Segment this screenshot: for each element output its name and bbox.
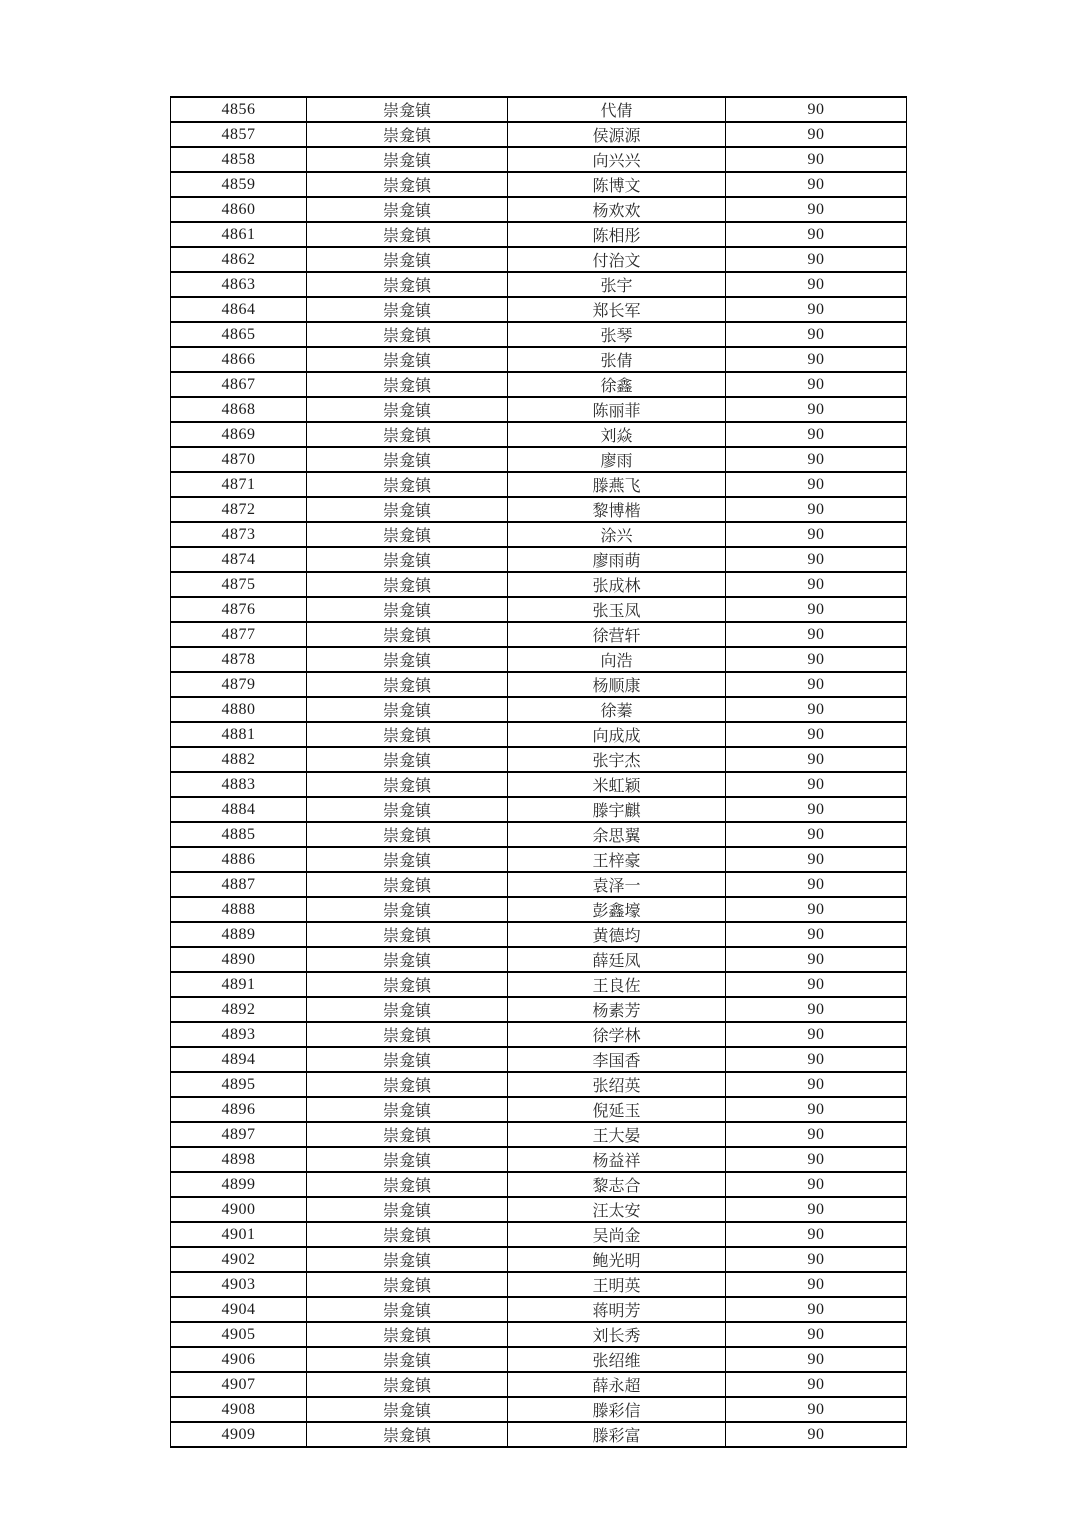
cell-serial-number: 4859: [171, 172, 307, 197]
table-row: [171, 247, 907, 272]
data-table: [170, 96, 907, 1448]
cell-person-name: 余思翼: [508, 822, 726, 847]
table-row: [171, 1247, 907, 1272]
cell-person-name: 黎博楷: [508, 497, 726, 522]
cell-score: 90: [726, 1172, 907, 1197]
table-row: [171, 397, 907, 422]
cell-town-name: 崇龛镇: [307, 1022, 508, 1047]
table-row: [171, 897, 907, 922]
cell-serial-number: 4885: [171, 822, 307, 847]
cell-serial-number: 4909: [171, 1422, 307, 1447]
cell-person-name: 代倩: [508, 97, 726, 122]
cell-serial-number: 4883: [171, 772, 307, 797]
cell-person-name: 陈相彤: [508, 222, 726, 247]
cell-serial-number: 4862: [171, 247, 307, 272]
cell-person-name: 廖雨萌: [508, 547, 726, 572]
cell-score: 90: [726, 1022, 907, 1047]
table-row: [171, 972, 907, 997]
cell-town-name: 崇龛镇: [307, 522, 508, 547]
cell-score: 90: [726, 297, 907, 322]
table-row: [171, 1172, 907, 1197]
cell-score: 90: [726, 322, 907, 347]
cell-serial-number: 4907: [171, 1372, 307, 1397]
cell-serial-number: 4869: [171, 422, 307, 447]
cell-town-name: 崇龛镇: [307, 447, 508, 472]
cell-serial-number: 4899: [171, 1172, 307, 1197]
cell-score: 90: [726, 772, 907, 797]
cell-serial-number: 4877: [171, 622, 307, 647]
cell-person-name: 米虹颖: [508, 772, 726, 797]
cell-score: 90: [726, 1147, 907, 1172]
cell-serial-number: 4888: [171, 897, 307, 922]
cell-score: 90: [726, 272, 907, 297]
table-row: [171, 1422, 907, 1447]
cell-person-name: 向成成: [508, 722, 726, 747]
table-row: [171, 497, 907, 522]
cell-town-name: 崇龛镇: [307, 647, 508, 672]
cell-serial-number: 4860: [171, 197, 307, 222]
cell-score: 90: [726, 597, 907, 622]
cell-serial-number: 4879: [171, 672, 307, 697]
cell-score: 90: [726, 247, 907, 272]
cell-score: 90: [726, 1197, 907, 1222]
table-row: [171, 122, 907, 147]
cell-serial-number: 4878: [171, 647, 307, 672]
table-row: [171, 1072, 907, 1097]
cell-town-name: 崇龛镇: [307, 1047, 508, 1072]
table-row: [171, 822, 907, 847]
cell-person-name: 黄德均: [508, 922, 726, 947]
cell-score: 90: [726, 397, 907, 422]
cell-person-name: 薛廷凤: [508, 947, 726, 972]
cell-town-name: 崇龛镇: [307, 872, 508, 897]
table-row: [171, 872, 907, 897]
cell-person-name: 滕燕飞: [508, 472, 726, 497]
table-row: [171, 797, 907, 822]
cell-person-name: 付治文: [508, 247, 726, 272]
cell-serial-number: 4871: [171, 472, 307, 497]
cell-town-name: 崇龛镇: [307, 1122, 508, 1147]
cell-serial-number: 4901: [171, 1222, 307, 1247]
table-row: [171, 1272, 907, 1297]
cell-serial-number: 4874: [171, 547, 307, 572]
cell-town-name: 崇龛镇: [307, 172, 508, 197]
table-row: [171, 747, 907, 772]
cell-town-name: 崇龛镇: [307, 697, 508, 722]
cell-serial-number: 4896: [171, 1097, 307, 1122]
table-row: [171, 997, 907, 1022]
cell-person-name: 杨顺康: [508, 672, 726, 697]
cell-score: 90: [726, 1222, 907, 1247]
cell-serial-number: 4900: [171, 1197, 307, 1222]
cell-person-name: 刘长秀: [508, 1322, 726, 1347]
cell-town-name: 崇龛镇: [307, 972, 508, 997]
cell-score: 90: [726, 1322, 907, 1347]
cell-serial-number: 4892: [171, 997, 307, 1022]
table-row: [171, 1397, 907, 1422]
cell-serial-number: 4870: [171, 447, 307, 472]
table-row: [171, 97, 907, 122]
table-row: [171, 947, 907, 972]
cell-person-name: 倪延玉: [508, 1097, 726, 1122]
cell-serial-number: 4897: [171, 1122, 307, 1147]
table-row: [171, 847, 907, 872]
cell-score: 90: [726, 422, 907, 447]
table-row: [171, 272, 907, 297]
cell-score: 90: [726, 897, 907, 922]
cell-serial-number: 4882: [171, 747, 307, 772]
cell-serial-number: 4866: [171, 347, 307, 372]
cell-score: 90: [726, 522, 907, 547]
cell-serial-number: 4868: [171, 397, 307, 422]
table-row: [171, 772, 907, 797]
cell-score: 90: [726, 197, 907, 222]
cell-town-name: 崇龛镇: [307, 1147, 508, 1172]
table-row: [171, 172, 907, 197]
cell-person-name: 蒋明芳: [508, 1297, 726, 1322]
cell-town-name: 崇龛镇: [307, 797, 508, 822]
cell-town-name: 崇龛镇: [307, 1297, 508, 1322]
table-row: [171, 522, 907, 547]
table-row: [171, 447, 907, 472]
cell-serial-number: 4856: [171, 97, 307, 122]
cell-serial-number: 4880: [171, 697, 307, 722]
cell-town-name: 崇龛镇: [307, 822, 508, 847]
cell-score: 90: [726, 1347, 907, 1372]
table-row: [171, 322, 907, 347]
table-row: [171, 347, 907, 372]
cell-person-name: 李国香: [508, 1047, 726, 1072]
cell-score: 90: [726, 922, 907, 947]
cell-town-name: 崇龛镇: [307, 497, 508, 522]
cell-score: 90: [726, 172, 907, 197]
cell-town-name: 崇龛镇: [307, 147, 508, 172]
cell-serial-number: 4867: [171, 372, 307, 397]
cell-score: 90: [726, 347, 907, 372]
cell-town-name: 崇龛镇: [307, 197, 508, 222]
cell-serial-number: 4906: [171, 1347, 307, 1372]
cell-town-name: 崇龛镇: [307, 1222, 508, 1247]
cell-town-name: 崇龛镇: [307, 322, 508, 347]
table-row: [171, 1097, 907, 1122]
cell-town-name: 崇龛镇: [307, 472, 508, 497]
cell-town-name: 崇龛镇: [307, 772, 508, 797]
cell-score: 90: [726, 147, 907, 172]
table-row: [171, 672, 907, 697]
cell-person-name: 杨欢欢: [508, 197, 726, 222]
cell-person-name: 王梓豪: [508, 847, 726, 872]
cell-score: 90: [726, 547, 907, 572]
cell-town-name: 崇龛镇: [307, 997, 508, 1022]
table-row: [171, 472, 907, 497]
cell-person-name: 张宇: [508, 272, 726, 297]
cell-town-name: 崇龛镇: [307, 947, 508, 972]
cell-town-name: 崇龛镇: [307, 747, 508, 772]
cell-town-name: 崇龛镇: [307, 1072, 508, 1097]
cell-town-name: 崇龛镇: [307, 1347, 508, 1372]
cell-score: 90: [726, 947, 907, 972]
cell-serial-number: 4890: [171, 947, 307, 972]
table-row: [171, 622, 907, 647]
cell-town-name: 崇龛镇: [307, 922, 508, 947]
table-row: [171, 1122, 907, 1147]
cell-person-name: 张绍英: [508, 1072, 726, 1097]
cell-serial-number: 4857: [171, 122, 307, 147]
table-row: [171, 1372, 907, 1397]
cell-person-name: 滕宇麒: [508, 797, 726, 822]
cell-town-name: 崇龛镇: [307, 222, 508, 247]
cell-score: 90: [726, 622, 907, 647]
cell-town-name: 崇龛镇: [307, 1197, 508, 1222]
cell-town-name: 崇龛镇: [307, 1397, 508, 1422]
cell-score: 90: [726, 122, 907, 147]
table-row: [171, 697, 907, 722]
cell-person-name: 涂兴: [508, 522, 726, 547]
cell-person-name: 侯源源: [508, 122, 726, 147]
cell-town-name: 崇龛镇: [307, 572, 508, 597]
cell-serial-number: 4884: [171, 797, 307, 822]
table-row: [171, 222, 907, 247]
table-row: [171, 597, 907, 622]
table-body: [171, 97, 907, 1447]
cell-town-name: 崇龛镇: [307, 1247, 508, 1272]
cell-serial-number: 4876: [171, 597, 307, 622]
cell-serial-number: 4908: [171, 1397, 307, 1422]
cell-person-name: 张绍维: [508, 1347, 726, 1372]
cell-serial-number: 4898: [171, 1147, 307, 1172]
cell-town-name: 崇龛镇: [307, 847, 508, 872]
cell-town-name: 崇龛镇: [307, 1422, 508, 1447]
cell-town-name: 崇龛镇: [307, 422, 508, 447]
cell-person-name: 张玉凤: [508, 597, 726, 622]
cell-score: 90: [726, 472, 907, 497]
cell-person-name: 杨益祥: [508, 1147, 726, 1172]
cell-person-name: 张倩: [508, 347, 726, 372]
table-row: [171, 647, 907, 672]
cell-town-name: 崇龛镇: [307, 1322, 508, 1347]
cell-score: 90: [726, 1247, 907, 1272]
table-row: [171, 1222, 907, 1247]
table-row: [171, 1047, 907, 1072]
cell-town-name: 崇龛镇: [307, 1172, 508, 1197]
cell-serial-number: 4905: [171, 1322, 307, 1347]
cell-town-name: 崇龛镇: [307, 372, 508, 397]
cell-person-name: 王良佐: [508, 972, 726, 997]
cell-score: 90: [726, 672, 907, 697]
cell-person-name: 徐蓁: [508, 697, 726, 722]
cell-score: 90: [726, 372, 907, 397]
table-row: [171, 1197, 907, 1222]
cell-serial-number: 4887: [171, 872, 307, 897]
cell-serial-number: 4902: [171, 1247, 307, 1272]
cell-town-name: 崇龛镇: [307, 1097, 508, 1122]
cell-score: 90: [726, 647, 907, 672]
cell-person-name: 陈博文: [508, 172, 726, 197]
cell-town-name: 崇龛镇: [307, 122, 508, 147]
table-row: [171, 297, 907, 322]
cell-town-name: 崇龛镇: [307, 397, 508, 422]
table-row: [171, 1297, 907, 1322]
cell-person-name: 张琴: [508, 322, 726, 347]
cell-town-name: 崇龛镇: [307, 272, 508, 297]
cell-person-name: 张成林: [508, 572, 726, 597]
cell-serial-number: 4875: [171, 572, 307, 597]
cell-person-name: 徐营轩: [508, 622, 726, 647]
cell-serial-number: 4894: [171, 1047, 307, 1072]
table-row: [171, 422, 907, 447]
cell-person-name: 陈丽菲: [508, 397, 726, 422]
cell-person-name: 彭鑫壕: [508, 897, 726, 922]
cell-serial-number: 4873: [171, 522, 307, 547]
cell-town-name: 崇龛镇: [307, 1272, 508, 1297]
table-row: [171, 1022, 907, 1047]
cell-person-name: 滕彩富: [508, 1422, 726, 1447]
cell-town-name: 崇龛镇: [307, 1372, 508, 1397]
cell-serial-number: 4893: [171, 1022, 307, 1047]
cell-score: 90: [726, 1097, 907, 1122]
cell-town-name: 崇龛镇: [307, 547, 508, 572]
cell-serial-number: 4891: [171, 972, 307, 997]
cell-person-name: 滕彩信: [508, 1397, 726, 1422]
cell-score: 90: [726, 1122, 907, 1147]
cell-town-name: 崇龛镇: [307, 347, 508, 372]
cell-town-name: 崇龛镇: [307, 897, 508, 922]
table-row: [171, 547, 907, 572]
cell-town-name: 崇龛镇: [307, 247, 508, 272]
cell-serial-number: 4881: [171, 722, 307, 747]
table-row: [171, 1322, 907, 1347]
cell-score: 90: [726, 797, 907, 822]
table-row: [171, 147, 907, 172]
table-row: [171, 372, 907, 397]
cell-person-name: 徐学林: [508, 1022, 726, 1047]
cell-score: 90: [726, 997, 907, 1022]
cell-score: 90: [726, 497, 907, 522]
table-row: [171, 1347, 907, 1372]
cell-town-name: 崇龛镇: [307, 672, 508, 697]
cell-person-name: 鲍光明: [508, 1247, 726, 1272]
cell-score: 90: [726, 1397, 907, 1422]
table-row: [171, 722, 907, 747]
cell-town-name: 崇龛镇: [307, 97, 508, 122]
cell-person-name: 刘焱: [508, 422, 726, 447]
table-row: [171, 922, 907, 947]
cell-score: 90: [726, 847, 907, 872]
cell-score: 90: [726, 1047, 907, 1072]
cell-score: 90: [726, 697, 907, 722]
cell-serial-number: 4872: [171, 497, 307, 522]
cell-serial-number: 4865: [171, 322, 307, 347]
cell-person-name: 向浩: [508, 647, 726, 672]
cell-serial-number: 4903: [171, 1272, 307, 1297]
cell-person-name: 汪太安: [508, 1197, 726, 1222]
cell-score: 90: [726, 447, 907, 472]
cell-serial-number: 4895: [171, 1072, 307, 1097]
cell-score: 90: [726, 222, 907, 247]
cell-town-name: 崇龛镇: [307, 722, 508, 747]
cell-person-name: 王明英: [508, 1272, 726, 1297]
cell-person-name: 张宇杰: [508, 747, 726, 772]
cell-person-name: 廖雨: [508, 447, 726, 472]
cell-score: 90: [726, 822, 907, 847]
cell-score: 90: [726, 722, 907, 747]
cell-score: 90: [726, 1297, 907, 1322]
cell-person-name: 薛永超: [508, 1372, 726, 1397]
cell-serial-number: 4863: [171, 272, 307, 297]
cell-score: 90: [726, 1422, 907, 1447]
cell-score: 90: [726, 747, 907, 772]
cell-score: 90: [726, 1372, 907, 1397]
cell-serial-number: 4864: [171, 297, 307, 322]
cell-score: 90: [726, 1072, 907, 1097]
cell-serial-number: 4861: [171, 222, 307, 247]
cell-person-name: 袁泽一: [508, 872, 726, 897]
cell-person-name: 杨素芳: [508, 997, 726, 1022]
cell-town-name: 崇龛镇: [307, 622, 508, 647]
table-row: [171, 197, 907, 222]
cell-town-name: 崇龛镇: [307, 597, 508, 622]
cell-score: 90: [726, 1272, 907, 1297]
cell-score: 90: [726, 972, 907, 997]
cell-person-name: 黎志合: [508, 1172, 726, 1197]
cell-serial-number: 4858: [171, 147, 307, 172]
cell-serial-number: 4886: [171, 847, 307, 872]
cell-town-name: 崇龛镇: [307, 297, 508, 322]
cell-score: 90: [726, 572, 907, 597]
table-row: [171, 572, 907, 597]
cell-person-name: 向兴兴: [508, 147, 726, 172]
cell-score: 90: [726, 872, 907, 897]
cell-person-name: 吴尚金: [508, 1222, 726, 1247]
cell-person-name: 王大晏: [508, 1122, 726, 1147]
cell-serial-number: 4889: [171, 922, 307, 947]
cell-serial-number: 4904: [171, 1297, 307, 1322]
cell-score: 90: [726, 97, 907, 122]
cell-person-name: 郑长军: [508, 297, 726, 322]
cell-person-name: 徐鑫: [508, 372, 726, 397]
table-row: [171, 1147, 907, 1172]
